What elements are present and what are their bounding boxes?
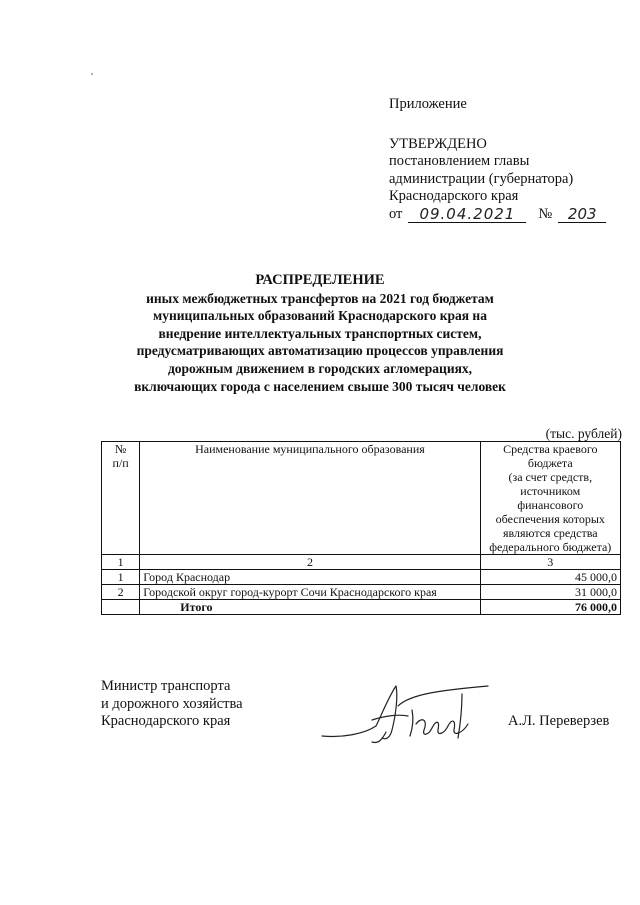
handwritten-signature [312,680,492,755]
column-number: 2 [140,555,480,570]
approval-block [389,96,629,223]
approved-label: УТВЕРЖДЕНО [389,135,487,152]
appendix-label: Приложение [389,96,467,112]
table-header-row [102,442,621,555]
total-row [102,600,621,615]
title-heading: РАСПРЕДЕЛЕНИЕ [255,272,385,288]
signer-position [101,678,243,731]
decree-number: 203 [558,206,606,223]
column-number: 1 [102,555,140,570]
header-num-line: п/п [112,456,129,470]
distribution-table [101,441,621,615]
scan-speck [91,73,93,75]
table-row [102,570,621,585]
header-num-line: № [114,442,127,456]
total-sum: 76 000,0 [480,600,620,615]
number-label: № [538,205,553,222]
row-sum: 31 000,0 [480,585,620,600]
title-line: муниципальных образований Краснодарского края на [153,308,487,324]
row-num: 1 [102,570,140,585]
title-line: предусматривающих автоматизацию процессов управления [136,343,504,359]
from-label: от [389,205,403,222]
column-number-row [102,555,621,570]
header-sum [480,442,620,555]
title-line: внедрение интеллектуальных транспортных систем, [158,325,482,341]
header-sum-line: источником [520,484,581,498]
signer-name: А.Л. Переверзев [508,713,610,729]
row-sum: 45 000,0 [480,570,620,585]
header-sum-line: федерального бюджета) [489,540,612,554]
signer-position-line: Министр транспорта [101,678,231,694]
document-title [120,272,520,395]
header-sum-line: (за счет средств, [508,470,593,484]
table-row [102,585,621,600]
approved-by-line: постановлением главы [389,153,530,169]
header-name: Наименование муниципального образования [140,442,480,555]
units-label: (тыс. рублей) [545,426,622,441]
total-num-empty [102,600,140,615]
header-sum-line: обеспечения которых [495,512,605,526]
approved-by-line: Краснодарского края [389,188,519,204]
approved-by-line: администрации (губернатора) [389,170,574,187]
header-sum-line: бюджета [527,456,573,470]
row-name: Городской округ город-курорт Сочи Краснодарского края [140,585,480,600]
title-line: включающих города с населением свыше 300 тысяч человек [134,378,506,394]
title-line: иных межбюджетных трансфертов на 2021 год бюджетам [146,290,494,306]
total-label: Итого [140,600,480,615]
decree-row [389,206,629,224]
header-sum-line: являются средства [502,526,598,540]
header-num [102,442,140,555]
row-num: 2 [102,585,140,600]
title-line: дорожным движением в городских агломерациях, [167,360,473,376]
signer-position-line: Краснодарского края [101,713,231,729]
header-sum-line: финансового [517,498,584,512]
column-number: 3 [480,555,620,570]
decree-date: 09.04.2021 [408,206,526,223]
signer-position-line: и дорожного хозяйства [101,695,243,712]
header-sum-line: Средства краевого [503,442,598,456]
row-name: Город Краснодар [140,570,480,585]
